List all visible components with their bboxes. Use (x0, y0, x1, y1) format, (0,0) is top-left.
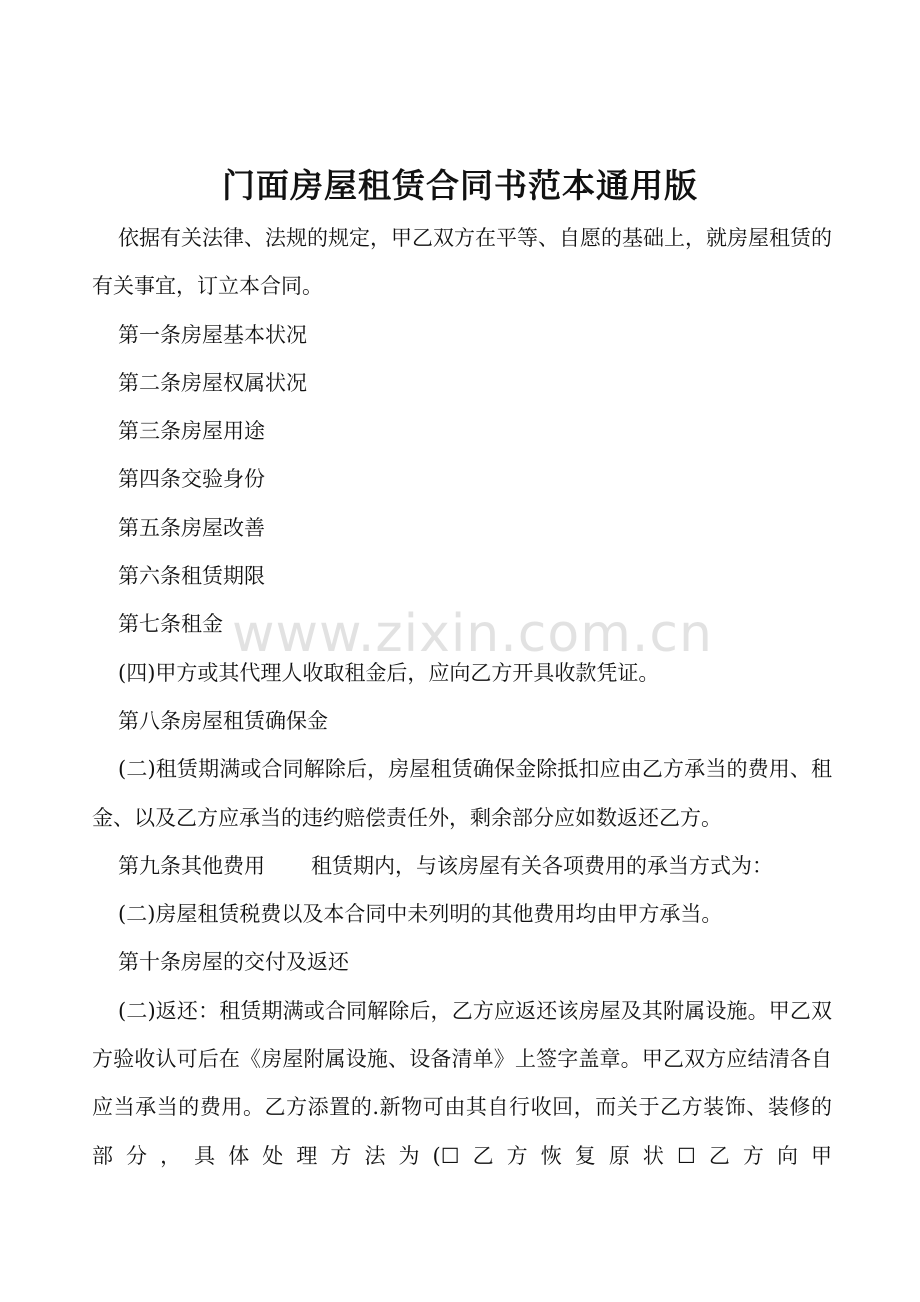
article-10-heading: 第十条房屋的交付及返还 (118, 950, 349, 975)
rent-clause-4: (四)甲方或其代理人收取租金后，应向乙方开具收款凭证。 (118, 660, 660, 685)
article-5-heading: 第五条房屋改善 (118, 515, 265, 540)
article-9-text: 租赁期内，与该房屋有关各项费用的承当方式为： (311, 853, 773, 878)
watermark-text: www.zixin.com.cn (232, 604, 713, 664)
intro-paragraph: 依据有关法律、法规的规定，甲乙双方在平等、自愿的基础上，就房屋租赁的有关事宜，订立本合同。 (92, 226, 832, 299)
deposit-clause-2: (二)租赁期满或合同解除后，房屋租赁确保金除抵扣应由乙方承当的费用、租金、以及乙方应承当的违约赔偿责任外，剩余部分应如数返还乙方。 (92, 757, 832, 830)
article-4-heading: 第四条交验身份 (118, 467, 265, 492)
article-7-heading: 第七条租金 (118, 612, 223, 637)
article-2-heading: 第二条房屋权属状况 (118, 370, 307, 395)
article-8-heading: 第八条房屋租赁确保金 (118, 708, 328, 733)
document-body (92, 214, 832, 1180)
fees-clause-2: (二)房屋租赁税费以及本合同中未列明的其他费用均由甲方承当。 (118, 902, 723, 927)
return-clause-2: (二)返还：租赁期满或合同解除后，乙方应返还该房屋及其附属设施。甲乙双方验收认可后在《房屋附属设施、设备清单》上签字盖章。甲乙双方应结清各自应当承当的费用。乙方添置的.新物可由其自行收回，而关于乙方装饰、装修的部分，具体处理方法为(☐乙方恢复原状☐乙方向甲 (92, 998, 832, 1168)
article-9-line (92, 842, 832, 890)
document-title: 门面房屋租赁合同书范本通用版 (222, 166, 698, 205)
article-3-heading: 第三条房屋用途 (118, 419, 265, 444)
article-9-heading: 第九条其他费用 (118, 853, 265, 878)
article-6-heading: 第六条租赁期限 (118, 564, 265, 589)
article-1-heading: 第一条房屋基本状况 (118, 322, 307, 347)
